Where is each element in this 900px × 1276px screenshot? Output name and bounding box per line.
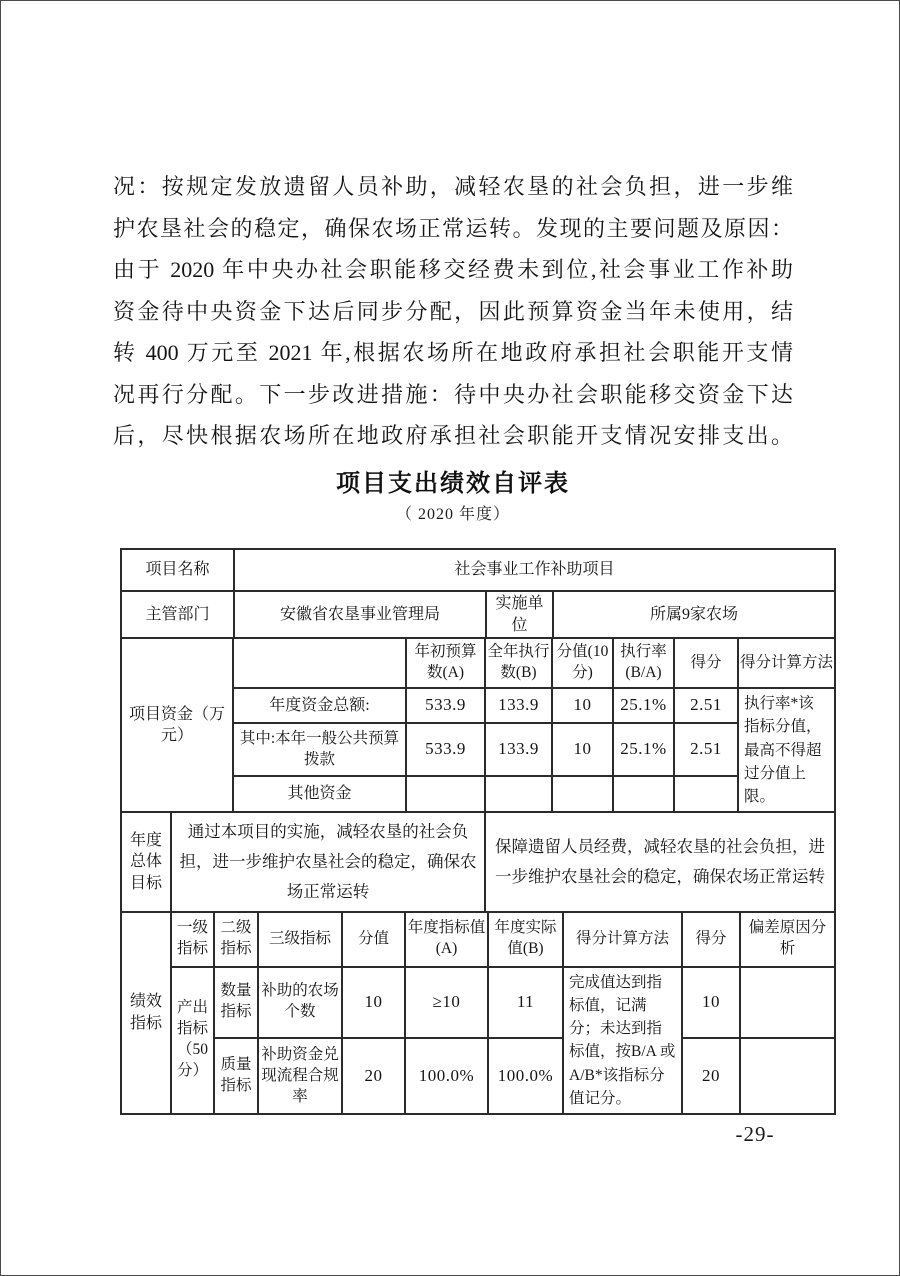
table-subtitle: （ 2020 年度）	[395, 506, 510, 523]
funding-budget: 533.9	[406, 723, 485, 776]
table-row	[121, 591, 835, 638]
funding-row-name: 其他资金	[233, 776, 406, 812]
funding-row-name: 年度资金总额:	[233, 688, 406, 723]
paragraph-line: 护农垦社会的稳定，确保农场正常运转。发现的主要问题及原因：	[113, 215, 793, 241]
funding-exec: 133.9	[485, 688, 552, 723]
funding-col-method: 得分计算方法	[738, 638, 835, 688]
goal-table	[120, 811, 836, 912]
funding-table	[120, 637, 836, 813]
funding-method-cell: 执行率*该指标分值，最高不得超过分值上限。	[738, 688, 835, 812]
indicator-target: ≥10	[405, 967, 488, 1039]
indicator-deviation	[740, 1038, 835, 1114]
indicators-col-l1: 一级指标	[171, 912, 214, 967]
funding-label-cell: 项目资金（万元）	[121, 638, 233, 812]
indicator-score: 10	[682, 967, 740, 1039]
indicator-level2: 质量指标	[214, 1038, 258, 1114]
impl-unit-label-cell: 实施单位	[486, 591, 553, 638]
indicators-col-actual: 年度实际值(B)	[488, 912, 563, 967]
table-row	[121, 638, 835, 688]
body-paragraph	[113, 166, 793, 457]
funding-score	[674, 776, 738, 812]
dept-value-cell: 安徽省农垦事业管理局	[234, 591, 486, 638]
self-evaluation-table	[120, 548, 836, 1115]
dept-label-cell: 主管部门	[121, 591, 234, 638]
indicators-col-score: 得分	[682, 912, 740, 967]
project-name-label-cell: 项目名称	[121, 549, 234, 591]
funding-budget: 533.9	[406, 688, 485, 723]
indicators-col-target: 年度指标值(A)	[405, 912, 488, 967]
funding-exec: 133.9	[485, 723, 552, 776]
indicator-deviation	[740, 967, 835, 1039]
indicator-score: 20	[682, 1038, 740, 1114]
paragraph-line: 况再行分配。下一步改进措施：待中央办社会职能移交资金下达	[113, 381, 793, 407]
funding-score: 2.51	[674, 688, 738, 723]
table-row	[121, 549, 835, 591]
indicator-actual: 100.0%	[488, 1038, 563, 1114]
indicators-col-l3: 三级指标	[258, 912, 342, 967]
empty-cell	[233, 638, 406, 688]
indicator-points: 10	[342, 967, 405, 1039]
goal-planned-cell: 通过本项目的实施，减轻农垦的社会负担，进一步维护农垦社会的稳定，确保农场正常运转	[171, 812, 485, 911]
indicators-table	[120, 911, 836, 1116]
indicator-level2: 数量指标	[214, 967, 258, 1039]
indicators-col-method: 得分计算方法	[563, 912, 682, 967]
goal-actual-cell: 保障遗留人员经费，减轻农垦的社会负担，进一步维护农垦社会的稳定，确保农场正常运转	[485, 812, 835, 911]
indicators-col-points: 分值	[342, 912, 405, 967]
funding-rate: 25.1%	[613, 688, 674, 723]
paragraph-line: 资金待中央资金下达后同步分配，因此预算资金当年未使用，结	[113, 298, 793, 324]
table-row	[121, 967, 835, 1039]
page-number: -29-	[735, 1122, 775, 1146]
paragraph-line: 由于 2020 年中央办社会职能移交经费未到位,社会事业工作补助	[113, 257, 793, 282]
indicators-col-deviation: 偏差原因分析	[740, 912, 835, 967]
funding-col-score: 得分	[674, 638, 738, 688]
funding-points: 10	[552, 723, 613, 776]
paragraph-line: 转 400 万元至 2021 年,根据农场所在地政府承担社会职能开支情	[113, 340, 793, 365]
indicator-target: 100.0%	[405, 1038, 488, 1114]
indicator-points: 20	[342, 1038, 405, 1114]
funding-budget	[406, 776, 485, 812]
funding-col-points: 分值(10分)	[552, 638, 613, 688]
funding-rate: 25.1%	[613, 723, 674, 776]
funding-col-rate: 执行率(B/A)	[613, 638, 674, 688]
paragraph-line: 况：按规定发放遗留人员补助，减轻农垦的社会负担，进一步维	[113, 174, 793, 199]
indicator-level3: 补助的农场个数	[258, 967, 342, 1039]
indicators-method-cell: 完成值达到指标值，记满分；未达到指标值，按B/A 或 A/B*该指标分值记分。	[563, 967, 682, 1115]
indicators-label-cell: 绩效指标	[121, 912, 171, 1115]
table-title: 项目支出绩效自评表	[336, 470, 570, 497]
table-row	[121, 812, 835, 911]
funding-points	[552, 776, 613, 812]
goal-label-cell: 年度总体目标	[121, 812, 171, 911]
indicator-actual: 11	[488, 967, 563, 1039]
impl-unit-value-cell: 所属9家农场	[553, 591, 835, 638]
indicators-level1-cell: 产出指标（50分）	[171, 967, 214, 1115]
table-row	[121, 912, 835, 967]
indicator-level3: 补助资金兑现流程合规率	[258, 1038, 342, 1114]
funding-col-exec: 全年执行数(B)	[485, 638, 552, 688]
funding-score: 2.51	[674, 723, 738, 776]
table-row	[121, 1038, 835, 1114]
funding-points: 10	[552, 688, 613, 723]
funding-row-name: 其中:本年一般公共预算拨款	[233, 723, 406, 776]
indicators-col-l2: 二级指标	[214, 912, 258, 967]
project-name-value-cell: 社会事业工作补助项目	[234, 549, 835, 591]
funding-exec	[485, 776, 552, 812]
funding-col-budget: 年初预算数(A)	[406, 638, 485, 688]
basic-info-table	[120, 548, 836, 639]
paragraph-line: 后，尽快根据农场所在地政府承担社会职能开支情况安排支出。	[113, 423, 793, 448]
funding-rate	[613, 776, 674, 812]
